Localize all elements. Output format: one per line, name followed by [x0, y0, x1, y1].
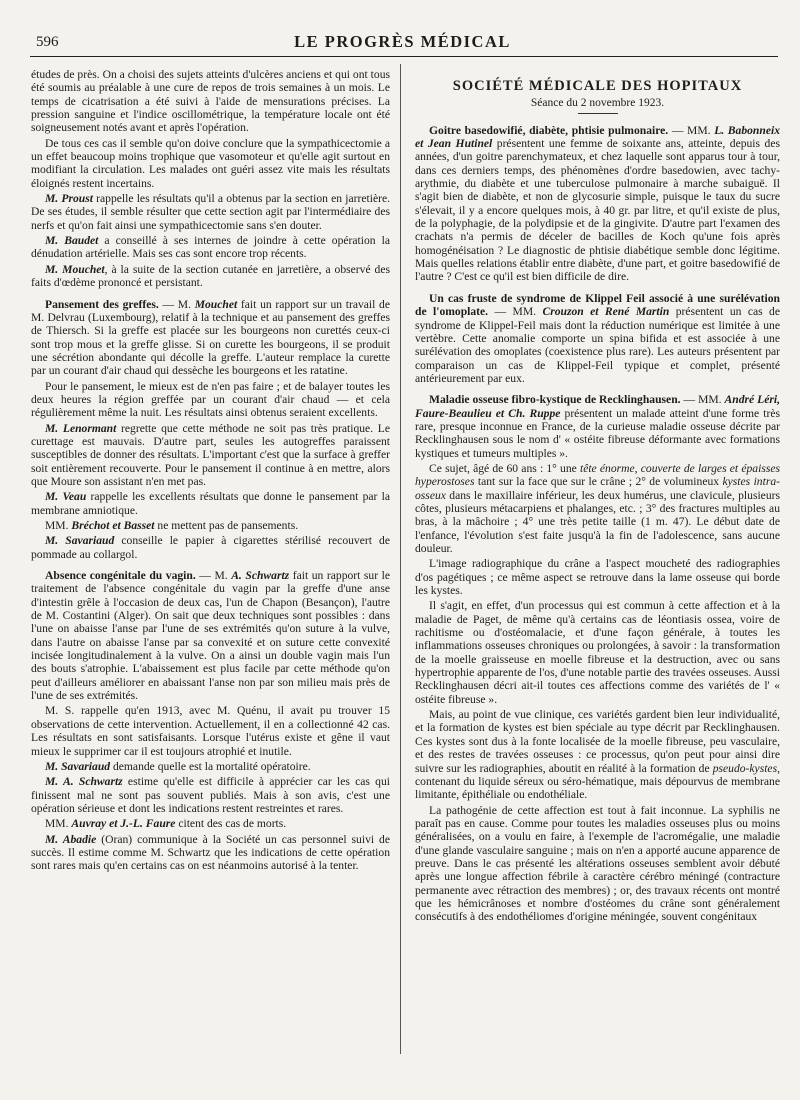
paragraph: Il s'agit, en effet, d'un processus qui est commun à cette affection et à la maladie de Paget, de même qu'à certains cas de léontiasis ossea, voire de rachitisme ou d'ostéomalacie, et d'une façon générale, à toutes les inflammations osseuses chroniques ou prolongées, à savoir : la transformation de la moelle graisseuse en moelle fibreuse et la destruction, avec ou sans hypertrophie apparente de l'os, d'une notable partie des travées osseuses. Aussi Recklinghausen décri ait-il toutes ces affections comme des variétés de l' « ostéite fibreuse ».	[415, 599, 780, 706]
paragraph: De tous ces cas il semble qu'on doive conclure que la sympathicectomie a un effet beaucoup moins trophique que vasomoteur et qu'elle agit surtout en modifiant la circulation. Les malades ont guéri assez vite mais les résultats éloignés restent incertains.	[31, 136, 390, 190]
paragraph: L'image radiographique du crâne a l'aspect moucheté des radiographies d'os pagétiques ; ce même aspect se retrouve dans la lame osseuse qui borde les kystes.	[415, 557, 780, 598]
speaker-name: A. Schwartz	[231, 569, 290, 583]
header-rule	[30, 56, 778, 57]
paragraph	[415, 393, 780, 460]
session-date: Séance du 2 novembre 1923.	[530, 97, 665, 110]
paragraph-text: Mais, au point de vue clinique, ces variétés gardent bien leur individualité, et la formation de kystes est bien spéciale au type décrit par Recklinghausen. Ces kystes sont dus à la fonte localisée de la moelle fibreuse, peu vasculaire, et des restes de travées osseuses : ce processus, qu'on peut pour ainsi dire suivre sur les radiographies, aboutit en réalité à la formation de	[415, 708, 780, 775]
paragraph-text: dans le maxillaire inférieur, les deux humérus, une clavicule, plusieurs côtes, plusieurs métacarpiens et phalanges, etc. ; 3° des fractures multiples au bras, à la mâchoire ; 4° une très petite taille (1 m. 47). Le début date de l'enfance, l'évolution s'est faite jusqu'à la fin de l'adolescence, sans aucune douleur.	[415, 488, 780, 555]
paragraph	[415, 292, 780, 385]
paragraph-text: fait un rapport sur un travail de M. Delvrau (Luxembourg), relatif à la technique et au pansement des greffes de Thiersch. Si la greffe est placée sur les bourgeons non curettés ceux-ci sont trop mous et la greffe glisse. Si on curette les bourgeons, il se produit une sécrétion abondante qui décolle la greffe. L'auteur remplace la curette par un courant d'air chaud qui dessèche les bourgeons et les ratatine.	[31, 297, 390, 378]
paragraph	[415, 708, 780, 801]
paragraph-text: , contenant du liquide séreux ou séro-hématique, mais dépourvus de membrane limitante, épithéliale ou endothéliale.	[415, 761, 780, 802]
italic-phrase: kystes intra-osseux	[415, 475, 780, 502]
speaker-name: Crouzon et René Martin	[542, 305, 670, 319]
column-divider	[400, 64, 401, 1054]
speaker-name: M. Abadie	[45, 832, 97, 846]
paragraph	[31, 298, 390, 378]
paragraph	[31, 490, 390, 517]
paragraph-text: ne mettent pas de pansements.	[154, 519, 299, 532]
paragraph-text: MM.	[45, 519, 72, 532]
paragraph-text: rappelle les résultats qu'il a obtenus par la section en jarretière. De ses études, il semble résulter que cette section agit par l'intermédiaire des nerfs et qu'on fait ainsi une sympathicectomie sans s'en douter.	[31, 192, 390, 232]
paragraph	[415, 124, 780, 284]
italic-phrase: tête énorme, couverte de larges et épaisses hyperostoses	[415, 461, 780, 489]
paragraph-text: Ce sujet, âgé de 60 ans : 1° une	[429, 461, 580, 475]
paragraph-text: , à la suite de la section cutanée en jarretière, a observé des faits d'œdème prononcé et persistant.	[31, 262, 390, 290]
paragraph-text: citent des cas de morts.	[175, 817, 287, 831]
speaker-name: Auvray et J.-L. Faure	[71, 817, 176, 831]
paragraph-text: — MM.	[680, 393, 725, 407]
paragraph-text: — MM.	[668, 123, 715, 137]
paragraph-text: demande quelle est la mortalité opératoire.	[110, 759, 311, 773]
section-heading: Pansement des greffes.	[45, 297, 159, 311]
title-rule	[578, 113, 618, 114]
paragraph	[31, 817, 390, 830]
paragraph-text: présentent un cas de syndrome de Klippel-Feil mais dont la réduction numérique est limitée à une vertèbre. Cette anomalie comporte un spina bifida et est associée à une surélévation des omoplates (coexistence plus rare). Les auteurs présentent par comparaison un cas de Klippel-Feil typique et complet, présenté antérieurement par eux.	[415, 305, 780, 385]
paragraph	[31, 569, 390, 702]
speaker-name: André Léri, Faure-Beaulieu et Ch. Ruppe	[415, 393, 780, 420]
speaker-name: M. Proust	[45, 192, 93, 206]
page-number: 596	[36, 34, 59, 50]
paragraph-text: regrette que cette méthode ne soit pas très pratique. Le curettage est mauvais. D'autre part, seules les autogreffes paraissent susceptibles de donner des résultats. L'important c'est que la surface à greffer soit entièrement recouverte. Pour le pansement il continue à en mettre, alors que Moure son assistant n'en met pas.	[31, 421, 390, 488]
paragraph-text: — M.	[195, 569, 232, 583]
society-title: SOCIÉTÉ MÉDICALE DES HOPITAUX	[452, 78, 743, 94]
italic-phrase: pseudo-kystes	[712, 761, 778, 775]
paragraph	[31, 519, 390, 532]
paragraph	[31, 234, 390, 261]
paragraph-text: présentent une femme de soixante ans, atteinte, depuis des années, d'un goitre parenchymateux, et chez laquelle sont apparus tour à tour, dans ces derniers temps, des phénomènes d'ordre basedowien, avec tachy-arythmie, du diabète et une tuberculose pulmonaire à marche subaiguë. Il s'agit bien de diabète, et non de glycosurie simple, puisque le taux du sucre s'élevait, il y a encore quelques mois, à 40 gr. par litre, et qu'il existe de plus, de la polyphagie, de la polydipsie et de la gingivite. D'autre part l'examen des crachats n'a permis de déceler de bacilles de Koch qu'une fois après homogénéisation ? Le diagnostic de phtisie diabétique semble donc légitime. Mais quelles relations établir entre diabète, d'une part, et goitre basedowifié de l'autre ? C'est ce qu'il est bien difficile de dire.	[415, 137, 780, 284]
page-header	[30, 28, 775, 54]
paragraph	[31, 760, 390, 773]
paragraph-text: conseille le papier à cigarettes stérilisé recouvert de pommade au collargol.	[31, 534, 390, 561]
paragraph	[31, 534, 390, 561]
speaker-name: M. Savariaud	[45, 534, 115, 548]
paragraph	[31, 422, 390, 489]
section-heading: Absence congénitale du vagin.	[45, 569, 196, 583]
left-column	[31, 68, 390, 875]
speaker-name: M. Mouchet	[45, 262, 105, 276]
speaker-name: M. A. Schwartz	[45, 775, 123, 789]
paragraph	[31, 775, 390, 815]
paragraph-text: a conseillé à ses internes de joindre à cette opération la dénudation artérielle. Mais ses cas sont encore trop récents.	[31, 234, 390, 261]
paragraph-text: — MM.	[488, 305, 543, 319]
speaker-name: L. Babonneix et Jean Hutinel	[415, 123, 780, 151]
paragraph	[31, 833, 390, 873]
speaker-name: M. Baudet	[45, 234, 99, 248]
paragraph-text: tant sur la face que sur le crâne ; 2° de volumineux	[474, 475, 723, 489]
paragraph	[415, 462, 780, 555]
section-heading: Goitre basedowifié, diabète, phtisie pulmonaire.	[429, 123, 669, 137]
paragraph-text: — M.	[158, 297, 195, 311]
speaker-name: M. Savariaud	[45, 759, 111, 773]
paragraph-text: présentent un malade atteint d'une forme très rare, presque inconnue en France, de la curieuse maladie osseuse décrite par Recklinghausen sous le nom d' « ostéite fibreuse déformante avec formations kystiques et tumeurs multiples ».	[415, 406, 781, 460]
journal-title: LE PROGRÈS MÉDICAL	[294, 32, 511, 51]
paragraph-text: estime qu'elle est difficile à apprécier car les cas qui finissent mal ne sont pas souvent publiés. Mais à son avis, c'est une opération sérieuse et dont les indications restent restreintes et rares.	[31, 775, 390, 815]
paragraph	[31, 263, 390, 290]
paragraph: M. S. rappelle qu'en 1913, avec M. Quénu, il avait pu trouver 15 observations de cette intervention. Actuellement, il en a collectionné 42 cas. Les résultats en sont satisfaisants. Lorsque l'utérus existe et gêne il vaut mieux le supprimer car il est toujours atrophié et inutile.	[31, 704, 390, 758]
speaker-name: M. Lenormant	[45, 421, 117, 435]
paragraph: La pathogénie de cette affection est tout à fait inconnue. La syphilis ne paraît pas en cause. Comme pour toutes les maladies osseuses plus ou moins généralisées, on a voulu en faire, à l'exemple de l'acromégalie, une maladie d'une glande vasculaire sanguine ; mais on n'en a apporté aucune apparence de preuve. Dans le cas présenté les altérations osseuses semblent avoir débuté après une longue affection fébrile à caractère cérébro méningé (contracture permanente avec rétraction des membres) ; or, des travaux récents ont montré que les hémicrânoses et nombre d'ostéomes du crâne sont généralement consécutifs à des endothéliomes d'origine méningée, souvent congénitaux	[415, 803, 780, 924]
speaker-name: Bréchot et Basset	[71, 519, 155, 532]
paragraph-text: rappelle les excellents résultats que donne le pansement par la membrane amniotique.	[31, 490, 390, 517]
paragraph: Pour le pansement, le mieux est de n'en pas faire ; et de balayer toutes les deux heures la région greffée par un courant d'air chaud — et cela régulièrement même la nuit. Les résultats ainsi obtenus seraient excellents.	[31, 379, 390, 420]
paragraph-text: fait un rapport sur le traitement de l'absence congénitale du vagin par la greffe d'une anse d'intestin grêle à l'occasion de deux cas, l'un de Chapon (Besançon), l'autre de M. Costantini (Alger). On sait que deux techniques sont possibles : dans l'une on abaisse l'anse par l'une de ses extrémités qu'on suture à la vulve, dans l'autre on abaisse l'anse par sa convexité et on suture cette convexité incisée longitudinalement à la vulve. On a ainsi un double vagin mais l'un des bouts s'atrophie. L'abaissement est plus facile par cette méthode qu'on peut d'ailleurs améliorer en abaissant l'anse non par son milieu mais près de l'une de ses extrémités.	[31, 569, 390, 703]
paragraph	[31, 192, 390, 232]
section-heading: Un cas fruste de syndrome de Klippel Feil associé à une surélévation de l'omoplate.	[415, 291, 780, 319]
paragraph-text: MM.	[45, 817, 72, 831]
paragraph-text: (Oran) communique à la Société un cas personnel suivi de succès. Il estime comme M. Schwartz que les indications de cette opération sont rares mais qu'en certains cas on est néanmoins autorisé à la tenter.	[31, 832, 391, 873]
right-column	[415, 80, 780, 926]
speaker-name: Mouchet	[194, 297, 238, 311]
section-heading: Maladie osseuse fibro-kystique de Recklinghausen.	[429, 393, 681, 407]
paragraph: études de près. On a choisi des sujets atteints d'ulcères anciens et qui ont tous été soumis au préalable à une cure de repos de trois semaines à un mois. Le temps de cicatrisation a été suivi à l'aide de mensurations précises. La pression sanguine et l'indice oscillométrique, la température locale ont été soigneusement notés avant et après l'opération.	[31, 68, 390, 135]
speaker-name: M. Veau	[45, 490, 87, 504]
